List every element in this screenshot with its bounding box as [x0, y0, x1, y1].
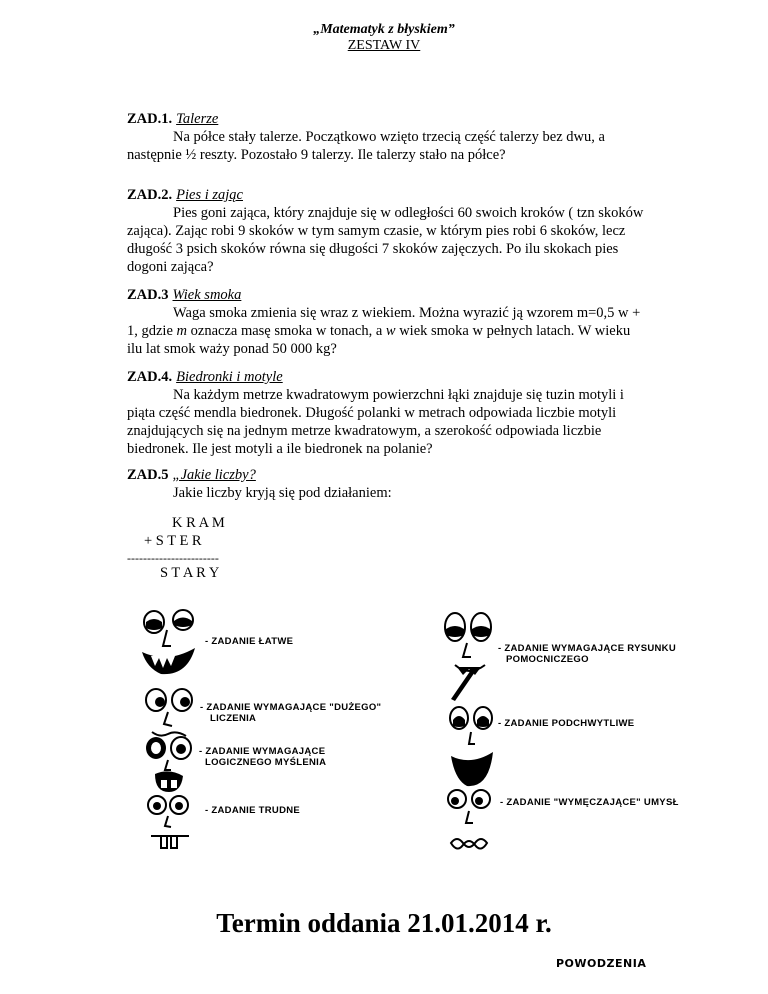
puzzle-rule: ----------------------- [127, 551, 219, 565]
task-body: Na półce stały talerze. Początkowo wzięto trzecią część talerzy bez dwu, a następnie ½ reszty. Pozostało 9 talerzy. Ile talerzy stało na półce? [127, 129, 605, 163]
task-body: Na każdym metrze kwadratowym powierzchni łąki znajduje się tuzin motyli i piąta część mendla biedronek. Długość polanki w metrach odpowiada liczbie motyli znajdujących się na jednym metrze kwadratowym, a szerokość odpowiada liczbie biedronek. Ile jest motyli a ile biedronek na polanie? [127, 387, 624, 457]
puzzle-line-2: + S T E R [144, 533, 202, 549]
puzzle-result: S T A R Y [160, 565, 220, 581]
task-label: ZAD.1. [127, 111, 173, 127]
task-4 [127, 368, 647, 458]
task-name: Talerze [176, 111, 219, 127]
drawing-face-icon [441, 605, 501, 705]
logic-face-icon [141, 734, 199, 794]
legend-easy: - ZADANIE ŁATWE [205, 636, 294, 647]
task-2 [127, 186, 647, 276]
task-1 [127, 110, 647, 164]
puzzle-line-1: K R A M [172, 515, 225, 531]
task-name: Wiek smoka [172, 287, 242, 303]
tiring-face-icon [441, 785, 499, 857]
task-label: ZAD.2. [127, 187, 173, 203]
legend-logic: - ZADANIE WYMAGAJĄCE LOGICZNEGO MYŚLENIA [199, 746, 327, 768]
task-label: ZAD.5 [127, 467, 169, 483]
legend-drawing: - ZADANIE WYMAGAJĄCE RYSUNKU POMOCNICZEGO [498, 643, 676, 665]
task-label: ZAD.3 [127, 287, 169, 303]
task-body: Pies goni zająca, który znajduje się w odległości 60 swoich kroków ( tzn skoków zająca). Zając robi 9 skoków w tym samym czasie, w którym pies robi 6 skoków, lecz długość 3 psich skoków równa się długości 7 skoków zajęczych. Po ilu skokach pies dogoni zająca? [127, 205, 644, 275]
legend-hard: - ZADANIE TRUDNE [205, 805, 301, 816]
task-body: Waga smoka zmienia się wraz z wiekiem. Można wyrazić ją wzorem m=0,5 w + 1, gdzie m oznacza masę smoka w tonach, a w wiek smoka w pełnych latach. W wieku ilu lat smok waży ponad 50 000 kg? [127, 305, 641, 357]
task-name: Biedronki i motyle [176, 369, 283, 385]
legend-calculation: - ZADANIE WYMAGAJĄCE "DUŻEGO" LICZENIA [200, 702, 382, 724]
closing-text: POWODZENIA [556, 957, 647, 970]
task-label: ZAD.4. [127, 369, 173, 385]
task-name: Pies i zając [176, 187, 243, 203]
document-subtitle: ZESTAW IV [347, 38, 421, 53]
legend-tiring: - ZADANIE "WYMĘCZAJĄCE" UMYSŁ [500, 797, 679, 808]
deadline: Termin oddania 21.01.2014 r. [216, 908, 552, 938]
task-name: „Jakie liczby? [172, 467, 256, 483]
legend-tricky: - ZADANIE PODCHWYTLIWE [498, 718, 635, 729]
document-title: „Matematyk z błyskiem” [313, 22, 455, 37]
task-3 [127, 286, 647, 358]
easy-face-icon [137, 608, 199, 682]
tricky-face-icon [445, 704, 497, 790]
hard-face-icon [143, 792, 199, 856]
task-body: Jakie liczby kryją się pod działaniem: [173, 485, 392, 501]
task-5 [127, 466, 647, 502]
